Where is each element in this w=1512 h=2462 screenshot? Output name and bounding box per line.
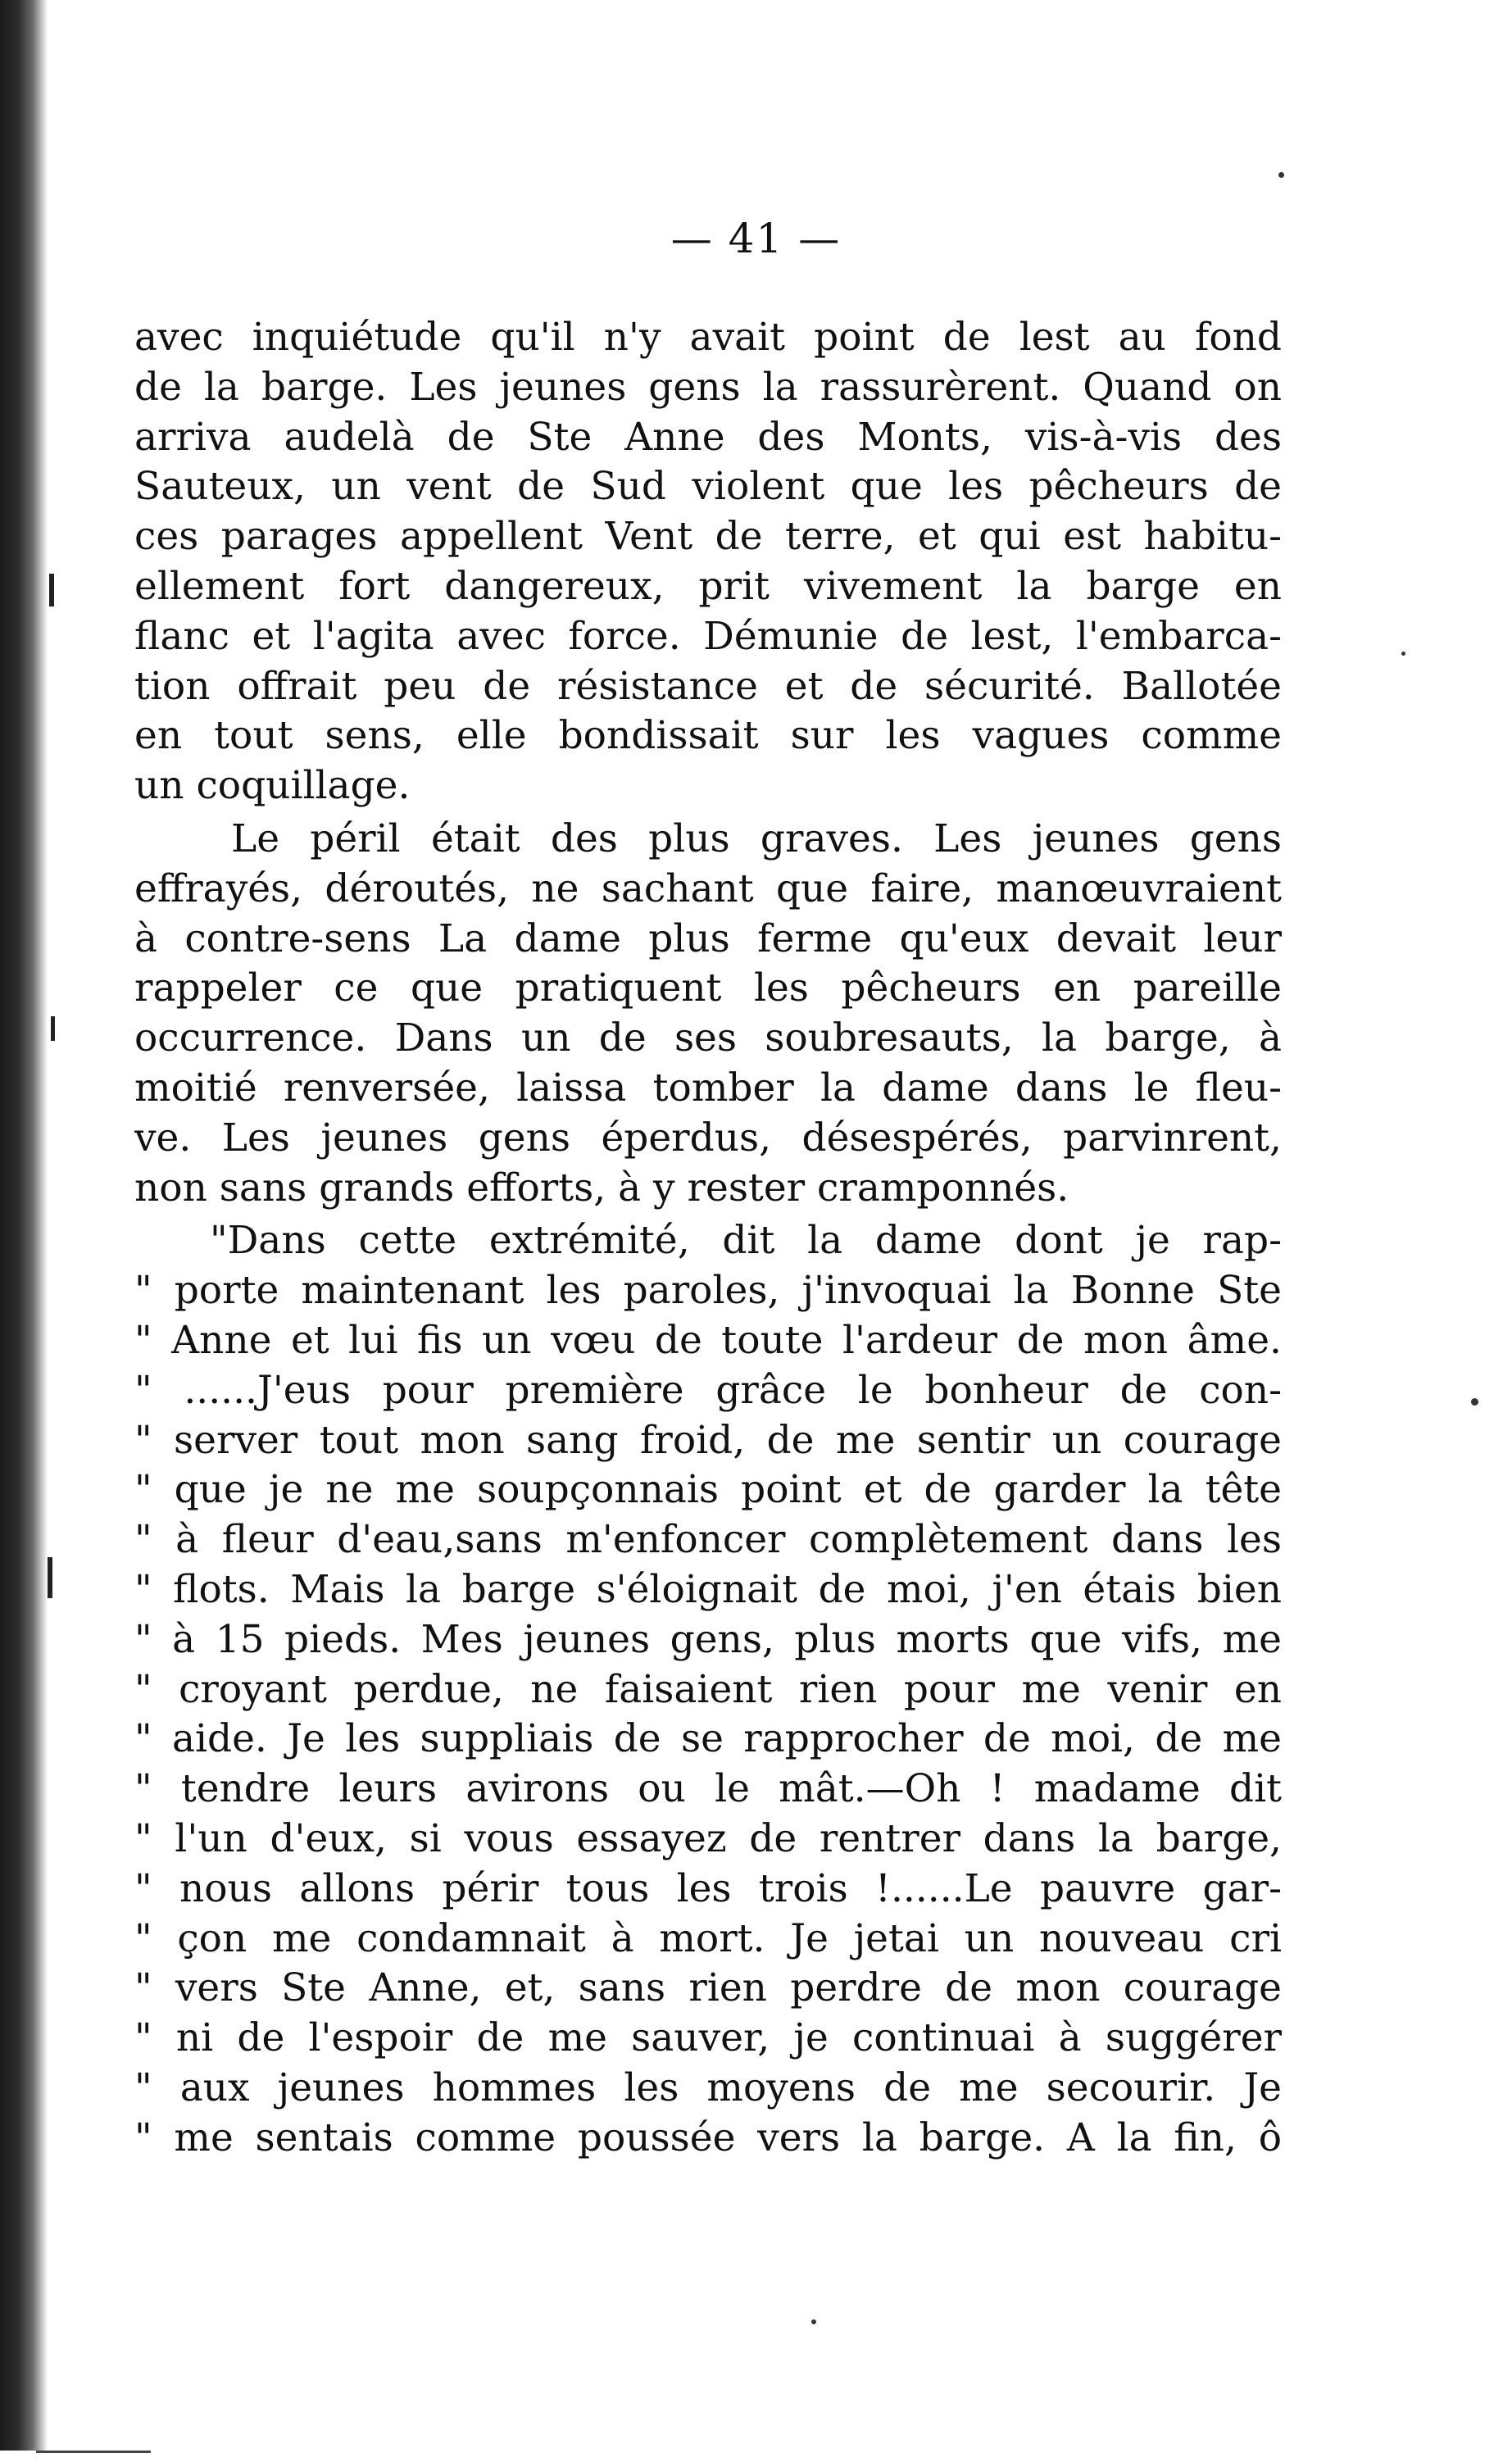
text-line: rappeler ce que pratiquent les pêcheurs en pareille bbox=[134, 965, 1282, 1011]
scan-dot bbox=[1278, 172, 1284, 178]
text-line: " aide. Je les suppliais de se rapprocher de moi, de me bbox=[134, 1716, 1282, 1762]
scan-bottom-rule bbox=[36, 2451, 151, 2453]
text-line: tion offrait peu de résistance et de sécurité. Ballotée bbox=[134, 663, 1282, 709]
text-line: effrayés, déroutés, ne sachant que faire, manœuvraient bbox=[134, 865, 1282, 911]
text-line: en tout sens, elle bondissait sur les vagues comme bbox=[134, 713, 1282, 759]
text-line: " croyant perdue, ne faisaient rien pour me venir en bbox=[134, 1666, 1282, 1712]
text-line: " ni de l'espoir de me sauver, je continuai à suggérer bbox=[134, 2015, 1282, 2061]
text-line: " à 15 pieds. Mes jeunes gens, plus morts que vifs, me bbox=[134, 1616, 1282, 1662]
scan-dot bbox=[1471, 1398, 1478, 1406]
page-number: — 41 — bbox=[670, 215, 842, 262]
text-line: ellement fort dangereux, prit vivement la barge en bbox=[134, 563, 1282, 609]
text-line: " aux jeunes hommes les moyens de me secourir. Je bbox=[134, 2065, 1282, 2110]
scan-dot bbox=[1401, 652, 1405, 656]
paragraph-3 bbox=[134, 1216, 1282, 2163]
text-line: " Anne et lui fis un vœu de toute l'ardeur de mon âme. bbox=[134, 1317, 1282, 1363]
text-line: Sauteux, un vent de Sud violent que les pêcheurs de bbox=[134, 464, 1282, 510]
scan-speck bbox=[48, 1557, 52, 1598]
text-line: " çon me condamnait à mort. Je jetai un nouveau cri bbox=[134, 1915, 1282, 1961]
text-line: " flots. Mais la barge s'éloignait de moi, j'en étais bien bbox=[134, 1566, 1282, 1612]
text-line: " à fleur d'eau,sans m'enfoncer complètement dans les bbox=[134, 1517, 1282, 1563]
text-line: " ......J'eus pour première grâce le bonheur de con- bbox=[134, 1367, 1282, 1413]
text-line: moitié renversée, laissa tomber la dame dans le fleu- bbox=[134, 1065, 1282, 1111]
text-line: occurrence. Dans un de ses soubresauts, la barge, à bbox=[134, 1015, 1282, 1061]
scan-speck bbox=[49, 574, 54, 606]
paragraph-2 bbox=[134, 815, 1282, 1213]
scan-dot bbox=[811, 2319, 816, 2324]
text-line: " tendre leurs avirons ou le mât.—Oh ! madame dit bbox=[134, 1766, 1282, 1812]
text-line: à contre-sens La dame plus ferme qu'eux devait leur bbox=[134, 915, 1282, 961]
text-line: " me sentais comme poussée vers la barge. A la fin, ô bbox=[134, 2115, 1282, 2160]
body-text bbox=[134, 313, 1282, 2163]
text-line: " nous allons périr tous les trois !......Le pauvre gar- bbox=[134, 1865, 1282, 1911]
text-line: flanc et l'agita avec force. Démunie de lest, l'embarca- bbox=[134, 613, 1282, 659]
text-line: Le péril était des plus graves. Les jeunes gens bbox=[231, 815, 1282, 861]
text-line: non sans grands efforts, à y rester cramponnés. bbox=[134, 1165, 1069, 1211]
paragraph-1 bbox=[134, 313, 1282, 811]
text-line: " vers Ste Anne, et, sans rien perdre de mon courage bbox=[134, 1965, 1282, 2011]
text-line: " porte maintenant les paroles, j'invoquai la Bonne Ste bbox=[134, 1268, 1282, 1314]
text-line: de la barge. Les jeunes gens la rassurèrent. Quand on bbox=[134, 364, 1282, 410]
scan-binding-edge bbox=[0, 0, 48, 2451]
text-line: ve. Les jeunes gens éperdus, désespérés, parvinrent, bbox=[134, 1115, 1282, 1161]
text-line: arriva audelà de Ste Anne des Monts, vis-à-vis des bbox=[134, 414, 1282, 460]
text-line: ces parages appellent Vent de terre, et qui est habitu- bbox=[134, 514, 1282, 560]
text-line: " server tout mon sang froid, de me sentir un courage bbox=[134, 1417, 1282, 1463]
text-line: "Dans cette extrémité, dit la dame dont je rap- bbox=[210, 1218, 1282, 1264]
text-line: " l'un d'eux, si vous essayez de rentrer dans la barge, bbox=[134, 1815, 1282, 1861]
text-line: " que je ne me soupçonnais point et de garder la tête bbox=[134, 1467, 1282, 1513]
scan-speck bbox=[51, 1016, 55, 1041]
text-line: un coquillage. bbox=[134, 763, 411, 809]
text-line: avec inquiétude qu'il n'y avait point de lest au fond bbox=[134, 315, 1282, 360]
